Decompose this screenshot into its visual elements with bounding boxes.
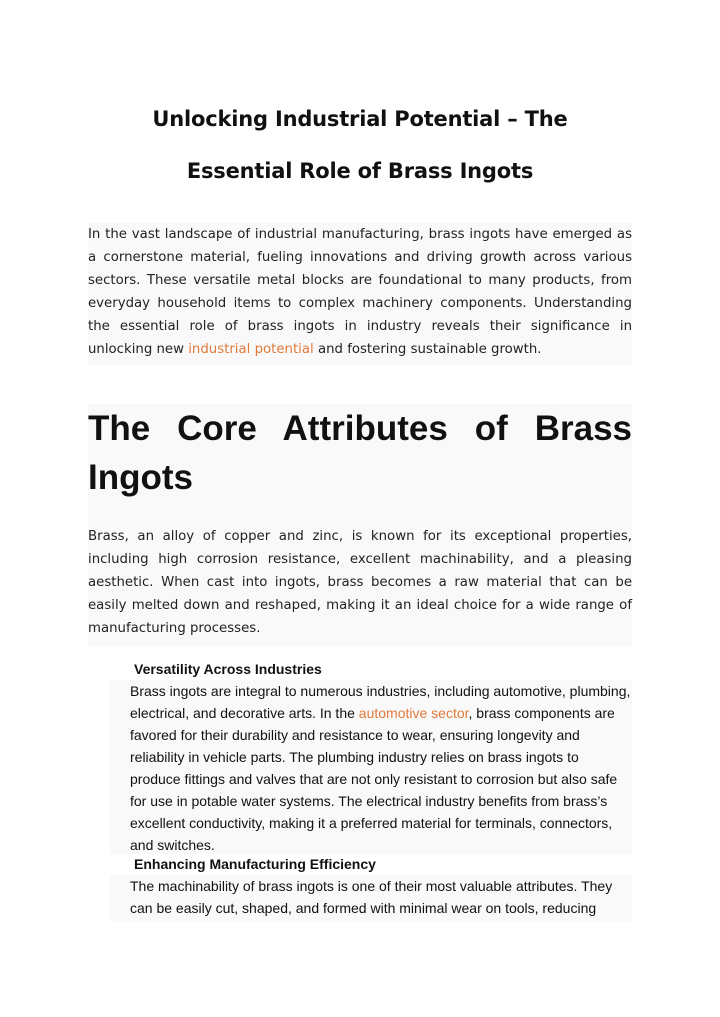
industrial-potential-link[interactable]: industrial potential	[188, 342, 314, 357]
page-title-line-1: Unlocking Industrial Potential – The	[152, 107, 568, 131]
efficiency-list-item	[110, 854, 632, 922]
page-title-line-2: Essential Role of Brass Ingots	[186, 159, 534, 183]
automotive-sector-link[interactable]: automotive sector	[358, 705, 469, 721]
intro-paragraph	[88, 223, 632, 365]
versatility-text-end: , brass components are favored for their durability and resistance to wear, ensuring longevity and reliability in vehicle parts. The plumbing industry relies on brass ingots to produce fittings and valves that are not only resistant to corrosion but also safe for use in potable water systems. The electrical industry benefits from brass’s excellent conductivity, making it a preferred material for terminals, connectors, and switches.	[130, 705, 618, 853]
versatility-heading: Versatility Across Industries	[110, 659, 632, 680]
versatility-text-start: Brass ingots are integral to numerous industries, including automotive, plumbing, electrical, and decorative arts. In the	[130, 683, 631, 721]
efficiency-text: The machinability of brass ingots is one of their most valuable attributes. They can be easily cut, shaped, and formed with minimal wear on tools, reducing	[130, 878, 613, 916]
core-attributes-paragraph: Brass, an alloy of copper and zinc, is known for its exceptional properties, including high corrosion resistance, excellent machinability, and a pleasing aesthetic. When cast into ingots, brass becomes a raw material that can be easily melted down and reshaped, making it an ideal choice for a wide range of manufacturing processes.	[88, 525, 632, 646]
intro-text-start: In the vast landscape of industrial manufacturing, brass ingots have emerged as a cornerstone material, fueling innovations and driving growth across various sectors. These versatile metal blocks are foundational to many products, from everyday household items to complex machinery components. Understanding the essential role of brass ingots in industry reveals their significance in unlocking new	[88, 227, 632, 357]
versatility-text	[110, 680, 632, 856]
efficiency-heading: Enhancing Manufacturing Efficiency	[110, 854, 632, 875]
versatility-list-item	[110, 659, 632, 856]
intro-text-end: and fostering sustainable growth.	[313, 342, 542, 357]
section-heading: The Core Attributes of Brass Ingots	[88, 404, 632, 530]
